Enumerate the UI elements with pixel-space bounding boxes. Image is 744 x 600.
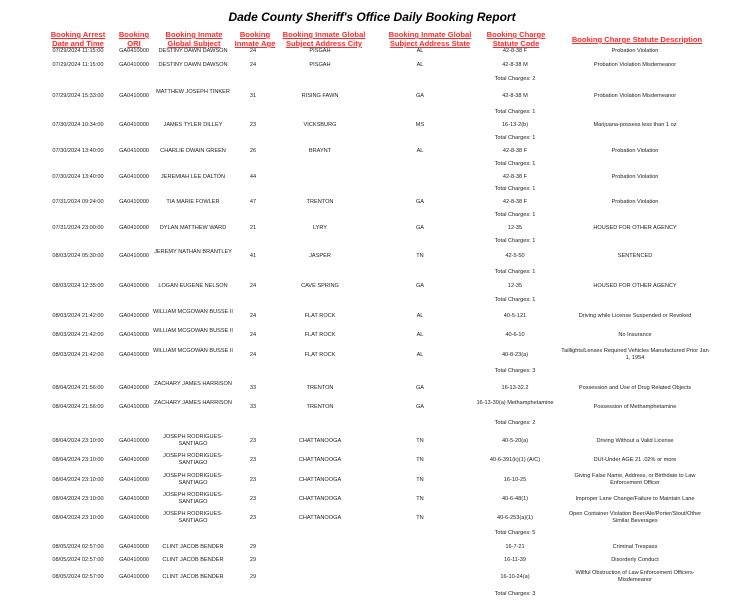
ori-cell: GA0410000	[119, 93, 149, 99]
statute-description-cell: Probation Violation	[611, 148, 659, 154]
statute-description-cell: Probation Violation Misdemeanor	[593, 62, 677, 68]
statute-code-cell: 42-8-38 M	[502, 62, 528, 68]
state-cell: TN	[416, 438, 424, 444]
statute-description-cell: Taillights/Lenses Required Vehicles Manufactured Prior Jan 1, 1954	[561, 348, 709, 361]
statute-code-cell: 40-6-48(1)	[501, 496, 529, 502]
inmate-name-cell: TIA MARIE FOWLER	[166, 199, 220, 205]
state-cell: AL	[416, 332, 424, 338]
statute-description-cell: DUI-Under AGE 21 .02% or more	[593, 457, 677, 463]
arrest-date-cell: 08/03/2024 21:42:00	[52, 313, 104, 319]
statute-description-cell: Probation Violation	[611, 199, 659, 205]
inmate-age-cell: 24	[249, 352, 257, 358]
arrest-date-cell: 07/29/2024 11:15:00	[52, 48, 104, 54]
city-cell: CAVE SPRING	[301, 283, 339, 289]
statute-description-cell: Possession and Use of Drug Related Objects	[578, 385, 692, 391]
arrest-date-cell: 08/05/2024 02:57:00	[52, 574, 104, 580]
inmate-name-cell: ZACHARY JAMES HARRISON	[154, 381, 232, 387]
statute-description-cell: HOUSED FOR OTHER AGENCY	[593, 283, 677, 289]
inmate-name-cell: DYLAN MATTHEW WARD	[159, 225, 227, 231]
ori-cell: GA0410000	[119, 253, 149, 259]
ori-cell: GA0410000	[119, 48, 149, 54]
col-header-address-city: Booking Inmate Global Subject Address City	[282, 30, 366, 48]
ori-cell: GA0410000	[119, 199, 149, 205]
ori-cell: GA0410000	[119, 332, 149, 338]
inmate-age-cell: 23	[249, 438, 257, 444]
arrest-date-cell: 08/04/2024 23:10:00	[52, 438, 104, 444]
arrest-date-cell: 08/04/2024 23:10:00	[52, 515, 104, 521]
city-cell: BRAYNT	[308, 148, 332, 154]
arrest-date-cell: 07/29/2024 11:15:00	[52, 62, 104, 68]
statute-code-cell: 16-10-24(a)	[500, 574, 530, 580]
inmate-age-cell: 24	[249, 313, 257, 319]
total-charges-label: Total Charges: 2	[494, 420, 536, 426]
statute-description-cell: Marijuana-possess less than 1 oz	[593, 122, 677, 128]
col-header-address-state: Booking Inmate Global Subject Address State	[388, 30, 472, 48]
ori-cell: GA0410000	[119, 313, 149, 319]
ori-cell: GA0410000	[119, 352, 149, 358]
inmate-age-cell: 24	[249, 62, 257, 68]
ori-cell: GA0410000	[119, 174, 149, 180]
total-charges-label: Total Charges: 1	[494, 238, 536, 244]
statute-code-cell: 40-6-253(a)(1)	[496, 515, 534, 521]
arrest-date-cell: 08/03/2024 21:42:00	[52, 352, 104, 358]
arrest-date-cell: 08/05/2024 02:57:00	[52, 557, 104, 563]
ori-cell: GA0410000	[119, 515, 149, 521]
inmate-age-cell: 24	[249, 48, 257, 54]
inmate-name-cell: JOSEPH RODRIGUES-SANTIAGO	[163, 434, 223, 447]
inmate-name-cell: CLINT JACOB BENDER	[162, 557, 224, 563]
arrest-date-cell: 07/31/2024 23:00:00	[52, 225, 104, 231]
inmate-name-cell: LOGAN EUGENE NELSON	[158, 283, 228, 289]
inmate-age-cell: 23	[249, 457, 257, 463]
state-cell: GA	[415, 93, 425, 99]
arrest-date-cell: 08/04/2024 21:56:00	[52, 404, 104, 410]
city-cell: CHATTANOOGA	[298, 515, 342, 521]
inmate-name-cell: ZACHARY JAMES HARRISON	[154, 400, 232, 406]
city-cell: TRENTON	[306, 404, 334, 410]
inmate-age-cell: 21	[249, 225, 257, 231]
ori-cell: GA0410000	[119, 438, 149, 444]
statute-description-cell: No Insurance	[618, 332, 652, 338]
inmate-name-cell: MATTHEW JOSEPH TINKER	[156, 89, 230, 95]
inmate-name-cell: JOSEPH RODRIGUES-SANTIAGO	[163, 492, 223, 505]
state-cell: GA	[415, 199, 425, 205]
inmate-age-cell: 23	[249, 496, 257, 502]
report-title: Dade County Sheriff's Office Daily Booking Report	[228, 10, 516, 24]
city-cell: PISGAH	[309, 62, 331, 68]
state-cell: GA	[415, 404, 425, 410]
statute-code-cell: 12-35	[507, 283, 523, 289]
total-charges-label: Total Charges: 1	[494, 186, 536, 192]
total-charges-label: Total Charges: 1	[494, 109, 536, 115]
inmate-name-cell: WILLIAM MCGOWAN BUSSE II	[153, 328, 233, 334]
city-cell: RISING FAWN	[301, 93, 339, 99]
inmate-age-cell: 29	[249, 574, 257, 580]
state-cell: AL	[416, 62, 424, 68]
statute-code-cell: 42-5-50	[505, 253, 525, 259]
inmate-name-cell: CHARLIE DWAIN GREEN	[160, 148, 226, 154]
statute-description-cell: Probation Violation Misdemeanor	[593, 93, 677, 99]
statute-description-cell: Willful Obstruction of Law Enforcement Officers-Misdemeanor	[575, 570, 695, 583]
total-charges-label: Total Charges: 1	[494, 135, 536, 141]
city-cell: FLAT ROCK	[304, 352, 336, 358]
inmate-name-cell: WILLIAM MCGOWAN BUSSE II	[153, 348, 233, 354]
col-header-statute-description: Booking Charge Statute Description	[571, 35, 703, 44]
inmate-name-cell: JOSEPH RODRIGUES-SANTIAGO	[163, 511, 223, 524]
arrest-date-cell: 08/03/2024 21:42:00	[52, 332, 104, 338]
statute-code-cell: 16-13-2(b)	[501, 122, 529, 128]
arrest-date-cell: 08/04/2024 23:10:00	[52, 496, 104, 502]
state-cell: GA	[415, 385, 425, 391]
arrest-date-cell: 08/04/2024 23:10:00	[52, 457, 104, 463]
statute-code-cell: 16-11-39	[504, 557, 526, 563]
arrest-date-cell: 07/30/2024 13:40:00	[52, 148, 104, 154]
ori-cell: GA0410000	[119, 283, 149, 289]
ori-cell: GA0410000	[119, 225, 149, 231]
statute-description-cell: Probation Violation	[611, 48, 659, 54]
statute-description-cell: HOUSED FOR OTHER AGENCY	[593, 225, 677, 231]
city-cell: CHATTANOOGA	[298, 438, 342, 444]
total-charges-label: Total Charges: 1	[494, 269, 536, 275]
statute-code-cell: 16-7-21	[505, 544, 525, 550]
ori-cell: GA0410000	[119, 457, 149, 463]
statute-description-cell: Disorderly Conduct	[611, 557, 659, 563]
inmate-age-cell: 31	[249, 93, 257, 99]
arrest-date-cell: 07/30/2024 13:40:00	[52, 174, 104, 180]
statute-code-cell: 40-6-391(k)(1) (A/C)	[489, 457, 541, 463]
state-cell: AL	[416, 148, 424, 154]
total-charges-label: Total Charges: 3	[494, 591, 536, 597]
city-cell: TRENTON	[306, 385, 334, 391]
ori-cell: GA0410000	[119, 574, 149, 580]
statute-code-cell: 42-8-38 F	[502, 48, 528, 54]
total-charges-label: Total Charges: 3	[494, 368, 536, 374]
ori-cell: GA0410000	[119, 62, 149, 68]
total-charges-label: Total Charges: 1	[494, 212, 536, 218]
total-charges-label: Total Charges: 1	[494, 297, 536, 303]
state-cell: MS	[415, 122, 425, 128]
inmate-name-cell: JOSEPH RODRIGUES-SANTIAGO	[163, 453, 223, 466]
inmate-name-cell: JOSEPH RODRIGUES-SANTIAGO	[163, 473, 223, 486]
inmate-age-cell: 29	[249, 544, 257, 550]
ori-cell: GA0410000	[119, 385, 149, 391]
statute-description-cell: Possession of Methamphetamine	[593, 404, 677, 410]
city-cell: LYRY	[312, 225, 328, 231]
ori-cell: GA0410000	[119, 544, 149, 550]
city-cell: PISGAH	[309, 48, 331, 54]
inmate-age-cell: 33	[249, 385, 257, 391]
city-cell: VICKSBURG	[303, 122, 337, 128]
col-header-statute-code: Booking Charge Statute Code	[486, 30, 546, 48]
state-cell: TN	[416, 515, 424, 521]
col-header-inmate-subject: Booking Inmate Global Subject	[165, 30, 223, 48]
ori-cell: GA0410000	[119, 557, 149, 563]
inmate-age-cell: 41	[249, 253, 257, 259]
statute-code-cell: 16-10-25	[503, 477, 527, 483]
statute-code-cell: 42-8-38 M	[502, 93, 528, 99]
arrest-date-cell: 08/05/2024 02:57:00	[52, 544, 104, 550]
arrest-date-cell: 07/30/2024 10:34:00	[52, 122, 104, 128]
inmate-age-cell: 33	[249, 404, 257, 410]
state-cell: AL	[416, 48, 424, 54]
statute-description-cell: Criminal Trespass	[612, 544, 658, 550]
arrest-date-cell: 07/31/2024 09:24:00	[52, 199, 104, 205]
state-cell: GA	[415, 283, 425, 289]
inmate-name-cell: DESTINY DAWN DAWSON	[158, 48, 228, 54]
total-charges-label: Total Charges: 5	[494, 530, 536, 536]
arrest-date-cell: 08/04/2024 23:10:00	[52, 477, 104, 483]
city-cell: CHATTANOOGA	[298, 457, 342, 463]
statute-description-cell: Driving Without a Valid License	[596, 438, 674, 444]
statute-code-cell: 16-13-32.2	[501, 385, 529, 391]
ori-cell: GA0410000	[119, 404, 149, 410]
total-charges-label: Total Charges: 1	[494, 161, 536, 167]
statute-code-cell: 40-5-121	[503, 313, 527, 319]
city-cell: FLAT ROCK	[304, 332, 336, 338]
ori-cell: GA0410000	[119, 496, 149, 502]
statute-code-cell: 40-5-20(a)	[501, 438, 529, 444]
statute-code-cell: 40-6-10	[505, 332, 525, 338]
arrest-date-cell: 07/29/2024 15:33:00	[52, 93, 104, 99]
state-cell: AL	[416, 313, 424, 319]
inmate-name-cell: DESTINY DAWN DAWSON	[158, 62, 228, 68]
statute-description-cell: Improper Lane Change/Failure to Maintain Lane	[575, 496, 695, 502]
inmate-name-cell: JEREMIAH LEE DALTON	[160, 174, 226, 180]
ori-cell: GA0410000	[119, 477, 149, 483]
state-cell: TN	[416, 477, 424, 483]
statute-description-cell: Giving False Name, Address, or Birthdate to Law Enforcement Officer	[574, 473, 696, 486]
inmate-age-cell: 24	[249, 332, 257, 338]
arrest-date-cell: 08/03/2024 05:30:00	[52, 253, 104, 259]
ori-cell: GA0410000	[119, 148, 149, 154]
statute-description-cell: Probation Violation	[611, 174, 659, 180]
inmate-name-cell: CLINT JACOB BENDER	[162, 574, 224, 580]
inmate-age-cell: 44	[249, 174, 257, 180]
state-cell: TN	[416, 457, 424, 463]
state-cell: TN	[416, 496, 424, 502]
statute-code-cell: 40-8-23(a)	[501, 352, 529, 358]
statute-description-cell: Driving while License Suspended or Revoked	[578, 313, 692, 319]
statute-code-cell: 42-8-38 F	[502, 174, 528, 180]
total-charges-label: Total Charges: 2	[494, 76, 536, 82]
inmate-age-cell: 24	[249, 283, 257, 289]
state-cell: TN	[416, 253, 424, 259]
city-cell: TRENTON	[306, 199, 334, 205]
arrest-date-cell: 08/03/2024 12:35:00	[52, 283, 104, 289]
state-cell: GA	[415, 225, 425, 231]
col-header-arrest-date: Booking Arrest Date and Time	[50, 30, 106, 48]
inmate-name-cell: CLINT JACOB BENDER	[162, 544, 224, 550]
arrest-date-cell: 08/04/2024 21:56:00	[52, 385, 104, 391]
statute-code-cell: 16-13-30(a) Methamphetamine	[476, 400, 554, 406]
city-cell: CHATTANOOGA	[298, 477, 342, 483]
inmate-age-cell: 26	[249, 148, 257, 154]
city-cell: CHATTANOOGA	[298, 496, 342, 502]
inmate-age-cell: 23	[249, 515, 257, 521]
inmate-name-cell: JEREMY NATHAN BRANTLEY	[154, 249, 232, 255]
col-header-ori: Booking ORI	[118, 30, 150, 48]
inmate-age-cell: 23	[249, 477, 257, 483]
inmate-age-cell: 23	[249, 122, 257, 128]
statute-code-cell: 42-8-38 F	[502, 199, 528, 205]
inmate-name-cell: WILLIAM MCGOWAN BUSSE II	[153, 309, 233, 315]
city-cell: FLAT ROCK	[304, 313, 336, 319]
col-header-inmate-age: Booking Inmate Age	[234, 30, 276, 48]
statute-description-cell: SENTENCED	[617, 253, 653, 259]
statute-description-cell: Open Container Violation Beer/Ale/Porter/Stout/Other Similar Beverages	[568, 511, 702, 524]
inmate-name-cell: JAMES TYLER DILLEY	[163, 122, 223, 128]
inmate-age-cell: 47	[249, 199, 257, 205]
statute-code-cell: 12-35	[507, 225, 523, 231]
state-cell: AL	[416, 352, 424, 358]
inmate-age-cell: 29	[249, 557, 257, 563]
ori-cell: GA0410000	[119, 122, 149, 128]
statute-code-cell: 42-8-38 F	[502, 148, 528, 154]
city-cell: JASPER	[309, 253, 331, 259]
